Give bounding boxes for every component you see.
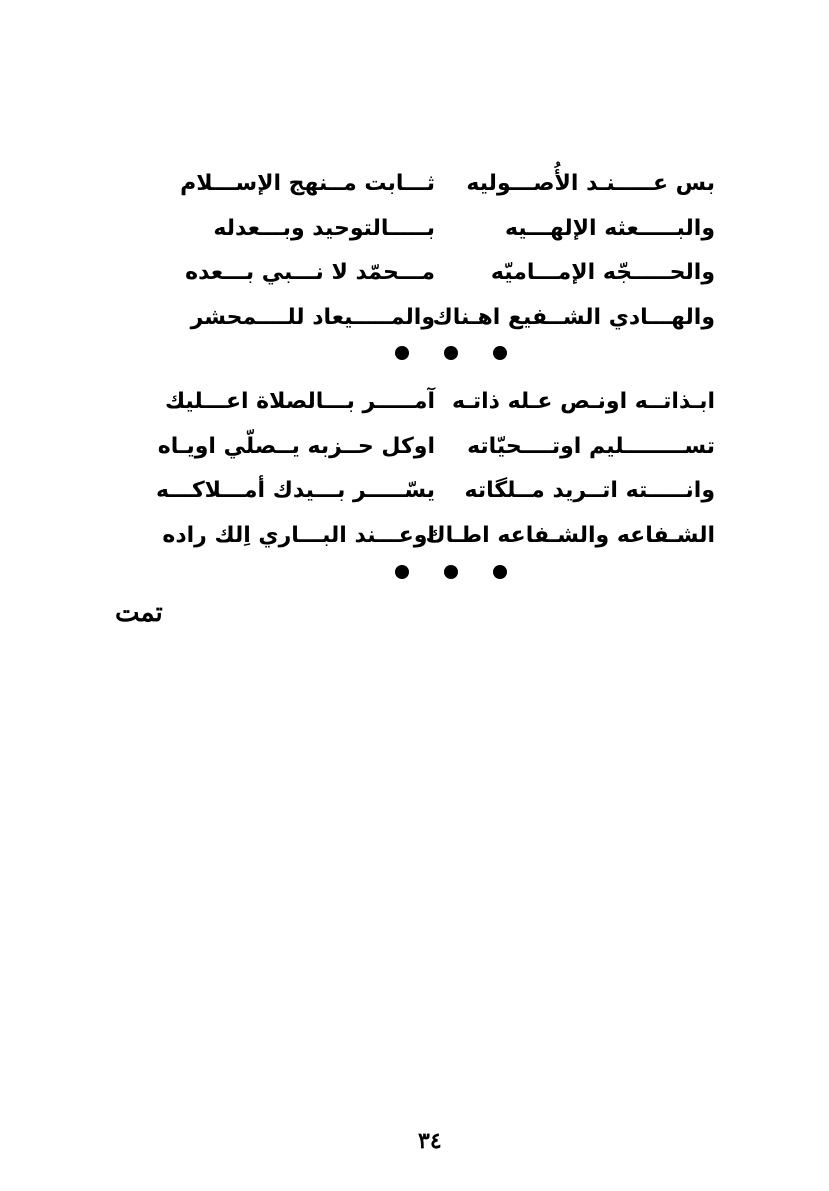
verse-second-half: الشـفاعه والشـفاعه اطـاك — [425, 522, 715, 548]
end-mark: تمت — [115, 598, 163, 628]
separator-dot — [493, 346, 507, 360]
stanza-separator — [395, 562, 507, 582]
stanza-2 — [155, 380, 715, 558]
separator-dot — [444, 565, 458, 579]
verse-second-half: والبـــــعثه الإلهـــيه — [504, 215, 715, 241]
separator-dot — [493, 565, 507, 579]
verse — [164, 380, 715, 425]
verse-second-half: بس عـــــنـد الأُصـــوليه — [466, 171, 715, 197]
verse-first-half: ثـــابت مــنهج الإســـلام — [180, 171, 435, 197]
verse — [180, 162, 715, 207]
verse-first-half: اوكل حــزبه يــصلّي اويـاه — [157, 433, 435, 459]
page-number: ٣٤ — [418, 1128, 442, 1154]
verse — [190, 207, 715, 252]
verse-second-half: تســــــــليم اوتــــحيّاته — [467, 433, 715, 459]
verse — [190, 296, 715, 341]
verse-first-half: بـــــالتوحيد وبـــعدله — [213, 215, 435, 241]
verse-first-half: آمـــــر بـــالصلاة اعـــليك — [164, 389, 435, 415]
verse — [157, 425, 715, 470]
separator-dot — [395, 346, 409, 360]
verse-first-half: مـــحمّد لا نـــبي بـــعده — [185, 260, 435, 286]
separator-dot — [395, 565, 409, 579]
verse-second-half: وانـــــته اتــريد مــلگاته — [464, 478, 715, 504]
verse — [162, 514, 715, 559]
verse-first-half: والمـــــيعاد للــــمحشر — [190, 304, 435, 330]
stanza-separator — [395, 343, 507, 363]
verse-first-half: اوعـــند البـــاري اِلك راده — [162, 522, 435, 548]
verse-second-half: والهـــادي الشــفيع اهـناك — [432, 304, 715, 330]
stanza-1 — [180, 162, 715, 340]
verse-second-half: والحـــــجّه الإمـــاميّه — [490, 260, 715, 286]
verse — [185, 251, 715, 296]
verse-second-half: ابـذاتــه اونـص عـله ذاتـه — [451, 389, 715, 415]
verse — [155, 469, 715, 514]
separator-dot — [444, 346, 458, 360]
verse-first-half: يسّـــــر بـــيدك أمـــلاكـــه — [155, 478, 435, 504]
